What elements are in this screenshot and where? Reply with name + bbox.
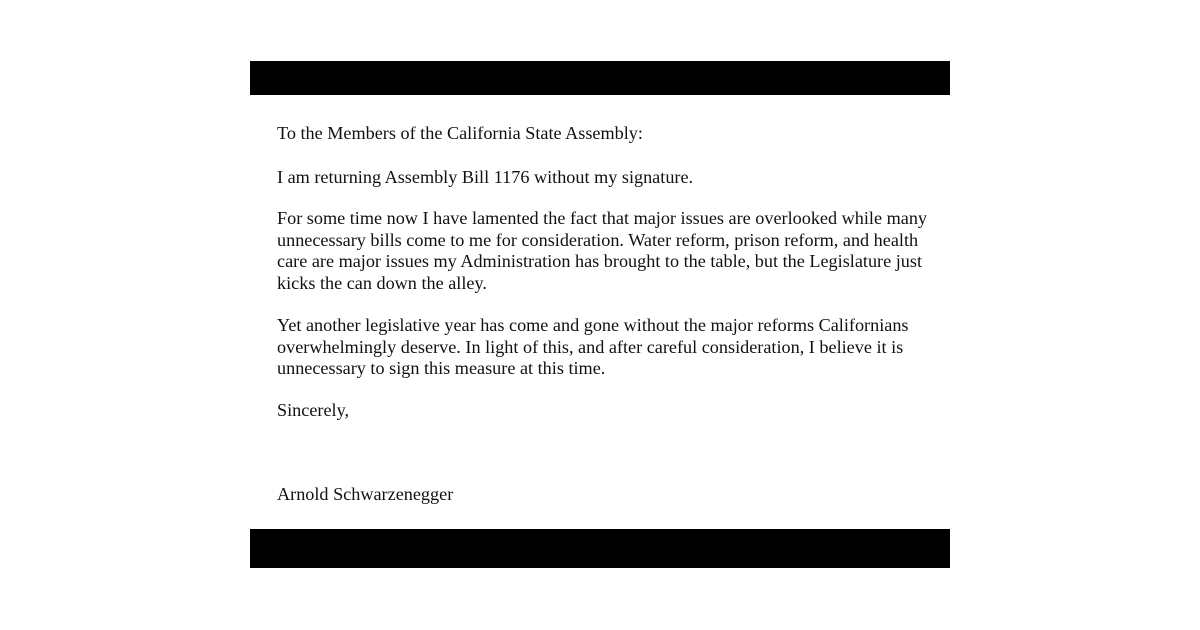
bottom-redaction-bar bbox=[250, 529, 950, 568]
letter-closing: Sincerely, bbox=[277, 400, 350, 420]
letter-paragraph-1: I am returning Assembly Bill 1176 without my signature. bbox=[277, 167, 694, 187]
top-redaction-bar bbox=[250, 61, 950, 95]
letter-paragraph-2: For some time now I have lamented the fact that major issues are overlooked while many unnecessary bills come to me for consideration. Water reform, prison reform, and health care are major issues my Administration has brought to the table, but the Legislature just kicks the can down the alley. bbox=[277, 208, 928, 293]
letter-salutation: To the Members of the California State Assembly: bbox=[277, 123, 643, 143]
signature-name: Arnold Schwarzenegger bbox=[277, 484, 454, 504]
letter-paragraph-3: Yet another legislative year has come and gone without the major reforms Californians overwhelmingly deserve. In light of this, and after careful consideration, I believe it is unnecessary to sign this measure at this time. bbox=[277, 315, 909, 379]
